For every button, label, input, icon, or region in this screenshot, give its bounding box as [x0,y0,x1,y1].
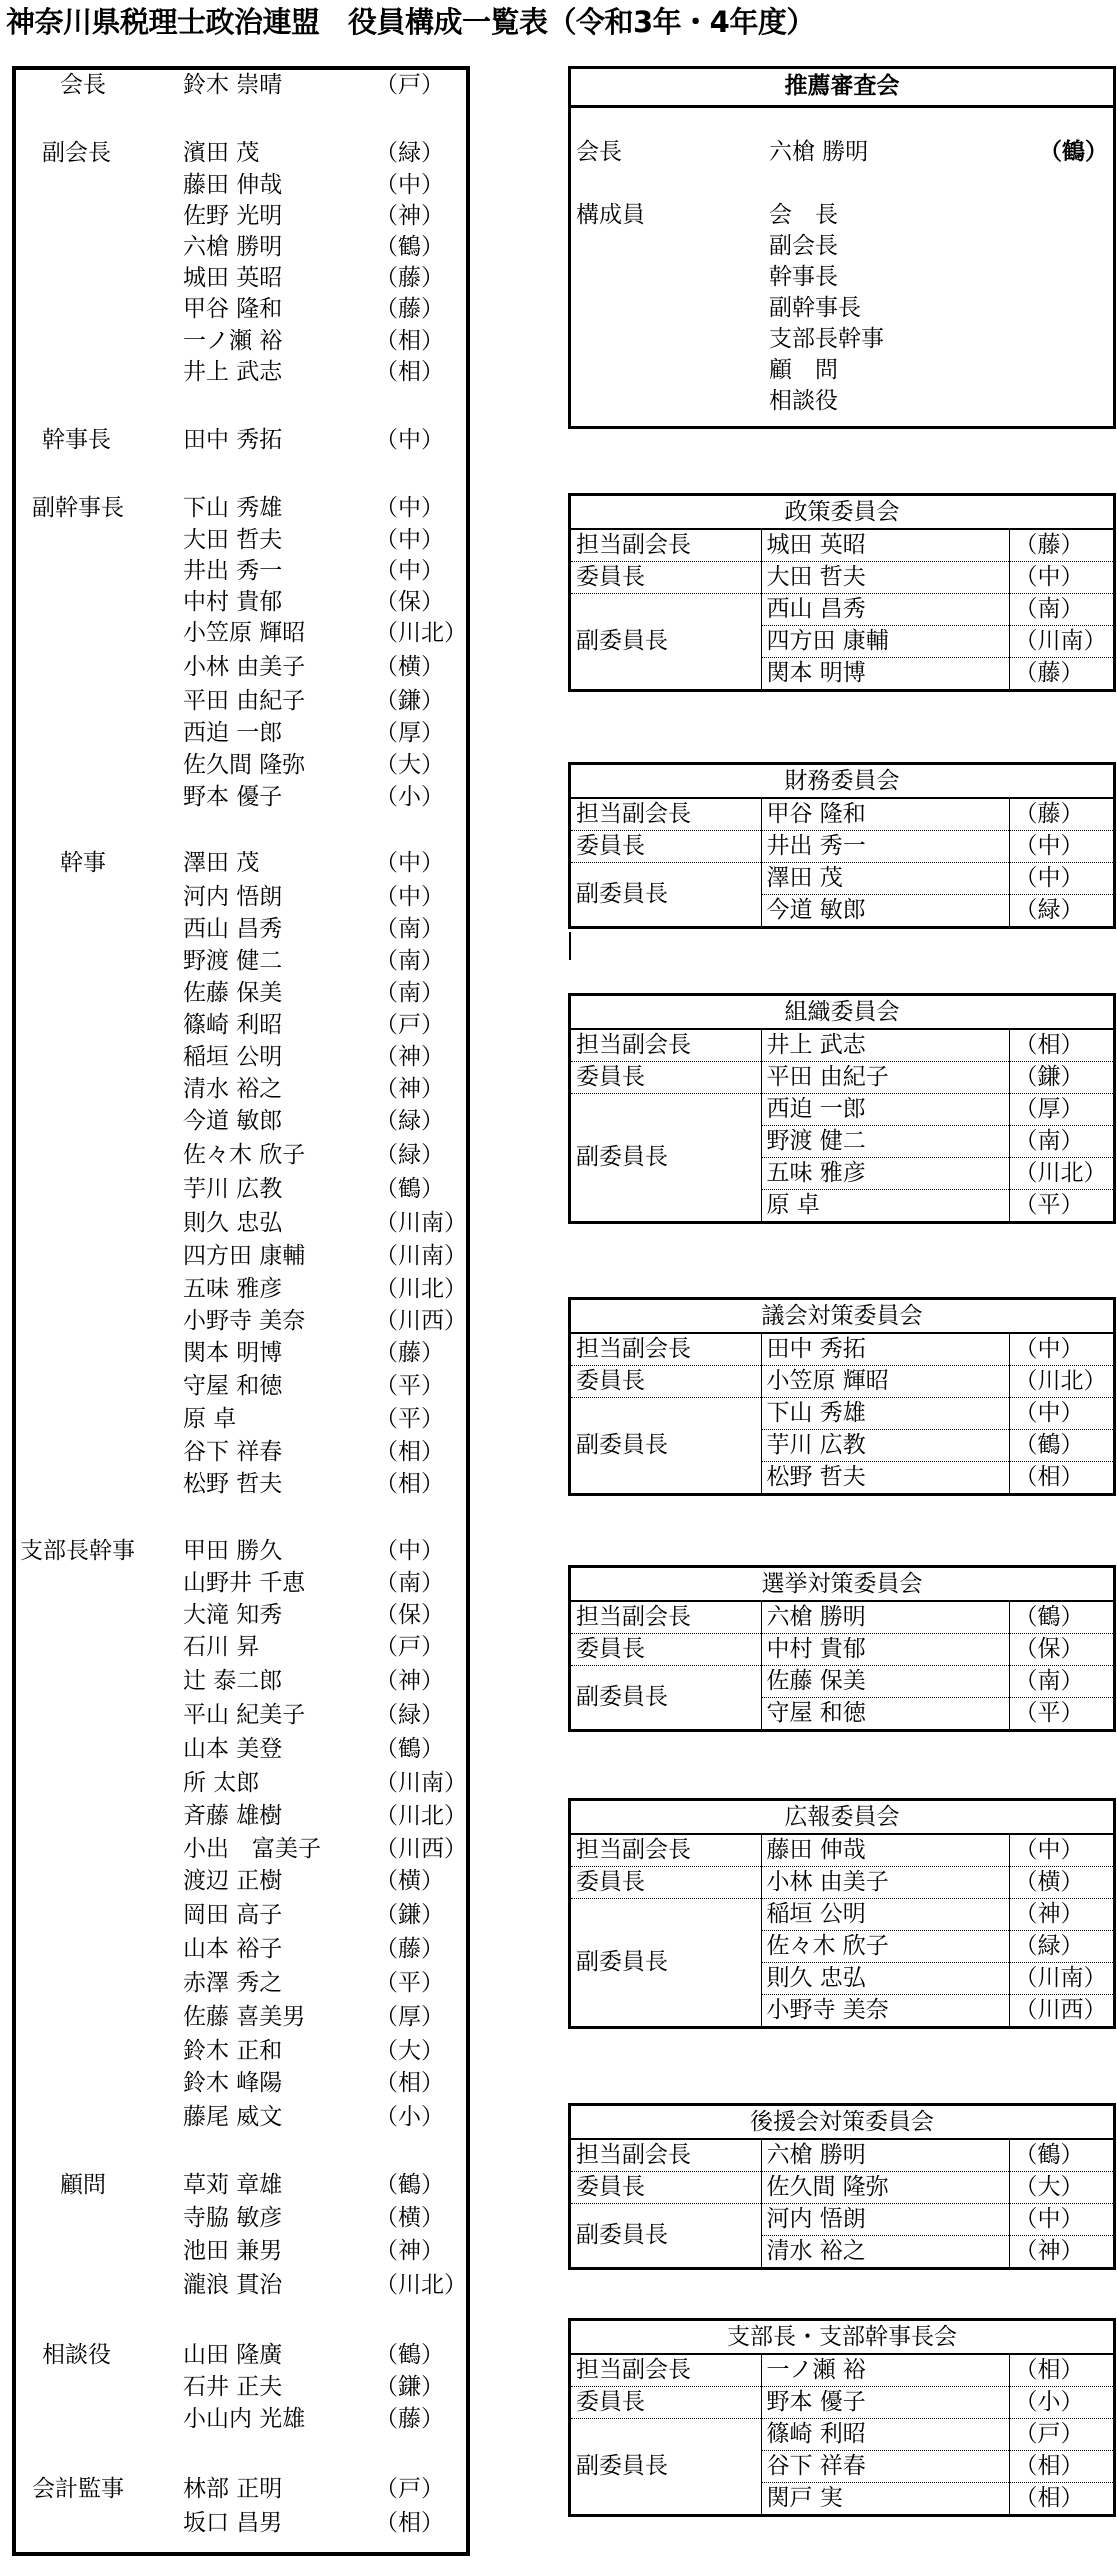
committee-member-branch: （小） [1009,2387,1113,2419]
roster-branch: （川南） [375,1770,467,1796]
committee-member-branch: （中） [1009,2204,1113,2236]
roster-role: 会長 [60,72,106,98]
committee-table [568,1798,1116,2029]
committee-member-name: 小笠原 輝昭 [761,1366,1009,1398]
roster-name: 一ノ瀬 裕 [183,328,283,354]
roster-name: 寺脇 敏彦 [183,2205,283,2231]
committee-role-label: 担当副会長 [571,1333,761,1366]
committee-member-name: 原 卓 [761,1190,1009,1222]
committee-member-branch: （厚） [1009,1094,1113,1126]
roster-branch: （相） [375,328,444,354]
roster-branch: （中） [375,427,444,453]
recommendation-chair-label: 会長 [576,139,622,165]
roster-branch: （神） [375,1044,444,1070]
committee-member-branch: （藤） [1009,798,1113,831]
roster-name: 五味 雅彦 [183,1276,283,1302]
committee-role-label: 委員長 [571,2172,761,2204]
committee-member-branch: （中） [1009,1333,1113,1366]
committee-title: 政策委員会 [571,496,1113,529]
roster-name: 大田 哲夫 [183,527,283,553]
committee-title: 組織委員会 [571,996,1113,1029]
roster-branch: （鶴） [375,1736,444,1762]
committee-table [568,1565,1116,1732]
roster-branch: （鶴） [375,2342,444,2368]
committee-role-label: 委員長 [571,831,761,863]
roster-name: 池田 兼男 [183,2238,283,2264]
committee-member-branch: （緑） [1009,1931,1113,1963]
roster-branch: （戸） [375,1634,444,1660]
roster-name: 小野寺 美奈 [183,1308,306,1334]
recommendation-member: 支部長幹事 [769,326,884,352]
committee-member-name: 甲谷 隆和 [761,798,1009,831]
committee-member-name: 四方田 康輔 [761,626,1009,658]
roster-role: 会計監事 [32,2476,124,2502]
roster-branch: （緑） [375,1702,444,1728]
recommendation-member: 幹事長 [769,264,838,290]
committee-member-branch: （相） [1009,2354,1113,2387]
roster-name: 草苅 章雄 [183,2172,283,2198]
roster-branch: （鶴） [375,234,444,260]
committee-table [568,993,1116,1224]
committee-member-name: 野渡 健二 [761,1126,1009,1158]
committee-member-branch: （神） [1009,1899,1113,1931]
roster-branch: （厚） [375,2004,444,2030]
committee-role-label: 担当副会長 [571,2139,761,2172]
roster-name: 鈴木 崇晴 [183,72,283,98]
roster-branch: （緑） [375,1142,444,1168]
roster-name: 林部 正明 [183,2476,283,2502]
roster-name: 山本 裕子 [183,1936,283,1962]
committee-member-branch: （川南） [1009,1963,1113,1995]
committee-member-branch: （中） [1009,1834,1113,1867]
roster-name: 赤澤 秀之 [183,1970,283,1996]
roster-name: 濱田 茂 [183,140,260,166]
roster-name: 佐久間 隆弥 [183,752,306,778]
roster-name: 石川 昇 [183,1634,260,1660]
committee-member-name: 藤田 伸哉 [761,1834,1009,1867]
roster-name: 小山内 光雄 [183,2406,306,2432]
committee-member-branch: （藤） [1009,658,1113,690]
committee-role-label: 委員長 [571,1366,761,1398]
roster-role: 相談役 [42,2342,111,2368]
roster-branch: （保） [375,589,444,615]
recommendation-members-label: 構成員 [576,202,645,228]
roster-name: 藤田 伸哉 [183,172,283,198]
roster-branch: （神） [375,1076,444,1102]
roster-branch: （川北） [375,620,467,646]
committee-role-label: 担当副会長 [571,1601,761,1634]
committee-role-label: 副委員長 [576,1949,668,1975]
committee-member-name: 中村 貴郁 [761,1634,1009,1666]
committee-member-branch: （藤） [1009,529,1113,562]
recommendation-chair-branch: （鶴） [1039,138,1108,165]
roster-branch: （中） [375,558,444,584]
committee-member-name: 西迫 一郎 [761,1094,1009,1126]
committee-member-branch: （南） [1009,1666,1113,1698]
roster-name: 小林 由美子 [183,654,306,680]
roster-branch: （南） [375,948,444,974]
committee-member-branch: （神） [1009,2236,1113,2268]
roster-name: 辻 泰二郎 [183,1668,283,1694]
committee-role-label: 副委員長 [576,2222,668,2248]
roster-branch: （小） [375,784,444,810]
committee-member-name: 則久 忠弘 [761,1963,1009,1995]
committee-table [568,2318,1116,2517]
roster-name: 田中 秀拓 [183,427,283,453]
roster-name: 甲田 勝久 [183,1538,283,1564]
committee-role-label: 副委員長 [576,881,668,907]
roster-branch: （平） [375,1406,444,1432]
committee-table [568,762,1116,929]
roster-branch: （平） [375,1373,444,1399]
committee-member-name: 佐々木 欣子 [761,1931,1009,1963]
committee-member-name: 田中 秀拓 [761,1333,1009,1366]
committee-member-name: 城田 英昭 [761,529,1009,562]
committee-role-label: 担当副会長 [571,798,761,831]
roster-branch: （南） [375,916,444,942]
committee-member-branch: （南） [1009,1126,1113,1158]
page-title: 神奈川県税理士政治連盟 役員構成一覧表（令和3年・4年度） [6,5,815,39]
committee-member-name: 小野寺 美奈 [761,1995,1009,2027]
committee-member-branch: （相） [1009,1029,1113,1062]
roster-name: 四方田 康輔 [183,1243,306,1269]
margin-mark [569,932,571,960]
roster-name: 清水 裕之 [183,1076,283,1102]
roster-name: 石井 正夫 [183,2374,283,2400]
roster-branch: （横） [375,2205,444,2231]
roster-branch: （南） [375,980,444,1006]
committee-member-name: 澤田 茂 [761,863,1009,895]
committee-role-label: 委員長 [571,1634,761,1666]
roster-branch: （相） [375,2510,444,2536]
roster-branch: （神） [375,1668,444,1694]
roster-name: 平山 紀美子 [183,1702,306,1728]
committee-member-name: 井上 武志 [761,1029,1009,1062]
roster-name: 斉藤 雄樹 [183,1803,283,1829]
committee-member-branch: （緑） [1009,895,1113,927]
committee-member-branch: （川西） [1009,1995,1113,2027]
committee-member-branch: （鎌） [1009,1062,1113,1094]
committee-role-label: 副委員長 [576,1144,668,1170]
committee-member-name: 大田 哲夫 [761,562,1009,594]
roster-branch: （川北） [375,1803,467,1829]
committee-member-name: 芋川 広教 [761,1430,1009,1462]
roster-name: 西迫 一郎 [183,720,283,746]
roster-branch: （中） [375,884,444,910]
committee-role-label: 副委員長 [576,628,668,654]
roster-role: 幹事長 [42,427,111,453]
committee-member-name: 六槍 勝明 [761,1601,1009,1634]
roster-branch: （川南） [375,1210,467,1236]
committee-member-branch: （鶴） [1009,1601,1113,1634]
committee-role-label: 委員長 [571,1867,761,1899]
roster-name: 篠崎 利昭 [183,1012,283,1038]
committee-member-name: 清水 裕之 [761,2236,1009,2268]
roster-name: 所 太郎 [183,1770,260,1796]
roster-name: 井出 秀一 [183,558,283,584]
committee-role-label: 委員長 [571,562,761,594]
roster-branch: （神） [375,203,444,229]
committee-member-branch: （戸） [1009,2419,1113,2451]
committee-member-name: 井出 秀一 [761,831,1009,863]
committee-member-branch: （相） [1009,1462,1113,1494]
roster-branch: （大） [375,752,444,778]
committee-member-name: 平田 由紀子 [761,1062,1009,1094]
committee-member-name: 佐久間 隆弥 [761,2172,1009,2204]
roster-branch: （鶴） [375,1176,444,1202]
recommendation-chair-name: 六槍 勝明 [769,139,869,165]
recommendation-committee-box [568,66,1116,429]
roster-name: 小笠原 輝昭 [183,620,306,646]
roster-branch: （川北） [375,2272,467,2298]
committee-member-name: 佐藤 保美 [761,1666,1009,1698]
committee-member-branch: （中） [1009,1398,1113,1430]
roster-name: 今道 敏郎 [183,1108,283,1134]
roster-name: 下山 秀雄 [183,495,283,521]
committee-role-label: 担当副会長 [571,1834,761,1867]
committee-member-name: 守屋 和徳 [761,1698,1009,1730]
roster-name: 佐野 光明 [183,203,283,229]
roster-branch: （南） [375,1570,444,1596]
committee-member-branch: （相） [1009,2483,1113,2515]
committee-member-branch: （中） [1009,831,1113,863]
committee-title: 議会対策委員会 [571,1300,1113,1333]
roster-name: 中村 貴郁 [183,589,283,615]
committee-member-name: 野本 優子 [761,2387,1009,2419]
roster-name: 甲谷 隆和 [183,296,283,322]
roster-branch: （厚） [375,720,444,746]
committee-table [568,1297,1116,1496]
roster-name: 鈴木 正和 [183,2038,283,2064]
roster-branch: （川南） [375,1243,467,1269]
roster-branch: （中） [375,850,444,876]
roster-name: 井上 武志 [183,359,283,385]
roster-name: 佐藤 喜美男 [183,2004,306,2030]
roster-branch: （中） [375,1538,444,1564]
committee-title: 財務委員会 [571,765,1113,798]
committee-title: 後援会対策委員会 [571,2106,1113,2139]
roster-branch: （藤） [375,2406,444,2432]
roster-name: 則久 忠弘 [183,1210,283,1236]
roster-name: 谷下 祥春 [183,1439,283,1465]
committee-title: 支部長・支部幹事長会 [571,2321,1113,2354]
roster-name: 守屋 和徳 [183,1373,283,1399]
roster-branch: （保） [375,1602,444,1628]
committee-member-branch: （保） [1009,1634,1113,1666]
committee-role-label: 担当副会長 [571,529,761,562]
committee-member-name: 西山 昌秀 [761,594,1009,626]
roster-name: 松野 哲夫 [183,1471,283,1497]
roster-branch: （中） [375,495,444,521]
committee-table [568,2103,1116,2270]
roster-role: 副幹事長 [32,495,124,521]
roster-branch: （相） [375,2070,444,2096]
roster-branch: （藤） [375,296,444,322]
roster-branch: （川西） [375,1308,467,1334]
recommendation-member: 副幹事長 [769,295,861,321]
roster-name: 関本 明博 [183,1340,283,1366]
committee-member-branch: （相） [1009,2451,1113,2483]
committee-member-branch: （鶴） [1009,1430,1113,1462]
committee-member-branch: （川南） [1009,626,1113,658]
roster-branch: （川西） [375,1836,467,1862]
committee-member-branch: （平） [1009,1698,1113,1730]
roster-branch: （鎌） [375,2374,444,2400]
committee-member-name: 河内 悟朗 [761,2204,1009,2236]
roster-name: 平田 由紀子 [183,688,306,714]
committee-role-label: 委員長 [571,2387,761,2419]
roster-name: 六槍 勝明 [183,234,283,260]
committee-member-branch: （南） [1009,594,1113,626]
roster-name: 山本 美登 [183,1736,283,1762]
recommendation-member: 相談役 [769,388,838,414]
roster-branch: （中） [375,527,444,553]
roster-branch: （相） [375,1471,444,1497]
roster-branch: （戸） [375,72,444,98]
roster-role: 支部長幹事 [20,1538,135,1564]
committee-member-name: 松野 哲夫 [761,1462,1009,1494]
committee-member-branch: （中） [1009,562,1113,594]
committee-member-name: 篠崎 利昭 [761,2419,1009,2451]
roster-name: 藤尾 威文 [183,2104,283,2130]
roster-name: 小出 富美子 [183,1836,321,1862]
roster-name: 鈴木 峰陽 [183,2070,283,2096]
recommendation-member: 会 長 [769,202,838,228]
roster-branch: （神） [375,2238,444,2264]
committee-member-name: 稲垣 公明 [761,1899,1009,1931]
recommendation-member: 顧 問 [769,357,838,383]
roster-name: 山野井 千恵 [183,1570,306,1596]
roster-name: 瀧浪 貫治 [183,2272,283,2298]
committee-member-branch: （平） [1009,1190,1113,1222]
committee-member-name: 下山 秀雄 [761,1398,1009,1430]
committee-title: 広報委員会 [571,1801,1113,1834]
roster-name: 野本 優子 [183,784,283,810]
roster-name: 佐藤 保美 [183,980,283,1006]
roster-name: 河内 悟朗 [183,884,283,910]
committee-member-branch: （横） [1009,1867,1113,1899]
roster-name: 澤田 茂 [183,850,260,876]
committee-member-branch: （中） [1009,863,1113,895]
roster-branch: （川北） [375,1276,467,1302]
roster-name: 芋川 広教 [183,1176,283,1202]
committee-role-label: 副委員長 [576,1432,668,1458]
roster-name: 佐々木 欣子 [183,1142,306,1168]
roster-branch: （緑） [375,1108,444,1134]
roster-role: 顧問 [60,2172,106,2198]
committee-role-label: 担当副会長 [571,2354,761,2387]
roster-name: 城田 英昭 [183,265,283,291]
committee-role-label: 副委員長 [576,2453,668,2479]
committee-role-label: 副委員長 [576,1684,668,1710]
roster-branch: （戸） [375,1012,444,1038]
roster-branch: （相） [375,1439,444,1465]
roster-name: 原 卓 [183,1406,237,1432]
recommendation-committee-title: 推薦審査会 [571,69,1113,108]
roster-branch: （藤） [375,1340,444,1366]
roster-branch: （中） [375,172,444,198]
roster-branch: （小） [375,2104,444,2130]
roster-name: 稲垣 公明 [183,1044,283,1070]
roster-branch: （大） [375,2038,444,2064]
roster-name: 山田 隆廣 [183,2342,283,2368]
roster-role: 幹事 [60,850,106,876]
committee-member-name: 五味 雅彦 [761,1158,1009,1190]
committee-member-name: 六槍 勝明 [761,2139,1009,2172]
committee-member-name: 谷下 祥春 [761,2451,1009,2483]
roster-branch: （相） [375,359,444,385]
committee-member-name: 関戸 実 [761,2483,1009,2515]
roster-name: 岡田 高子 [183,1902,283,1928]
committee-member-name: 今道 敏郎 [761,895,1009,927]
committee-member-branch: （川北） [1009,1158,1113,1190]
roster-branch: （緑） [375,140,444,166]
roster-role: 副会長 [42,140,111,166]
committee-role-label: 担当副会長 [571,1029,761,1062]
committee-member-name: 小林 由美子 [761,1867,1009,1899]
roster-name: 渡辺 正樹 [183,1868,283,1894]
roster-name: 野渡 健二 [183,948,283,974]
committee-role-label: 委員長 [571,1062,761,1094]
committee-member-branch: （大） [1009,2172,1113,2204]
roster-branch: （戸） [375,2476,444,2502]
roster-branch: （藤） [375,1936,444,1962]
committee-table [568,493,1116,692]
roster-branch: （鎌） [375,688,444,714]
roster-branch: （鎌） [375,1902,444,1928]
committee-member-name: 関本 明博 [761,658,1009,690]
committee-member-name: 一ノ瀬 裕 [761,2354,1009,2387]
roster-branch: （横） [375,1868,444,1894]
roster-branch: （平） [375,1970,444,1996]
committee-member-branch: （川北） [1009,1366,1113,1398]
roster-branch: （鶴） [375,2172,444,2198]
committee-title: 選挙対策委員会 [571,1568,1113,1601]
roster-name: 西山 昌秀 [183,916,283,942]
roster-name: 坂口 昌男 [183,2510,283,2536]
roster-branch: （藤） [375,265,444,291]
committee-member-branch: （鶴） [1009,2139,1113,2172]
recommendation-member: 副会長 [769,233,838,259]
roster-branch: （横） [375,654,444,680]
roster-name: 大滝 知秀 [183,1602,283,1628]
